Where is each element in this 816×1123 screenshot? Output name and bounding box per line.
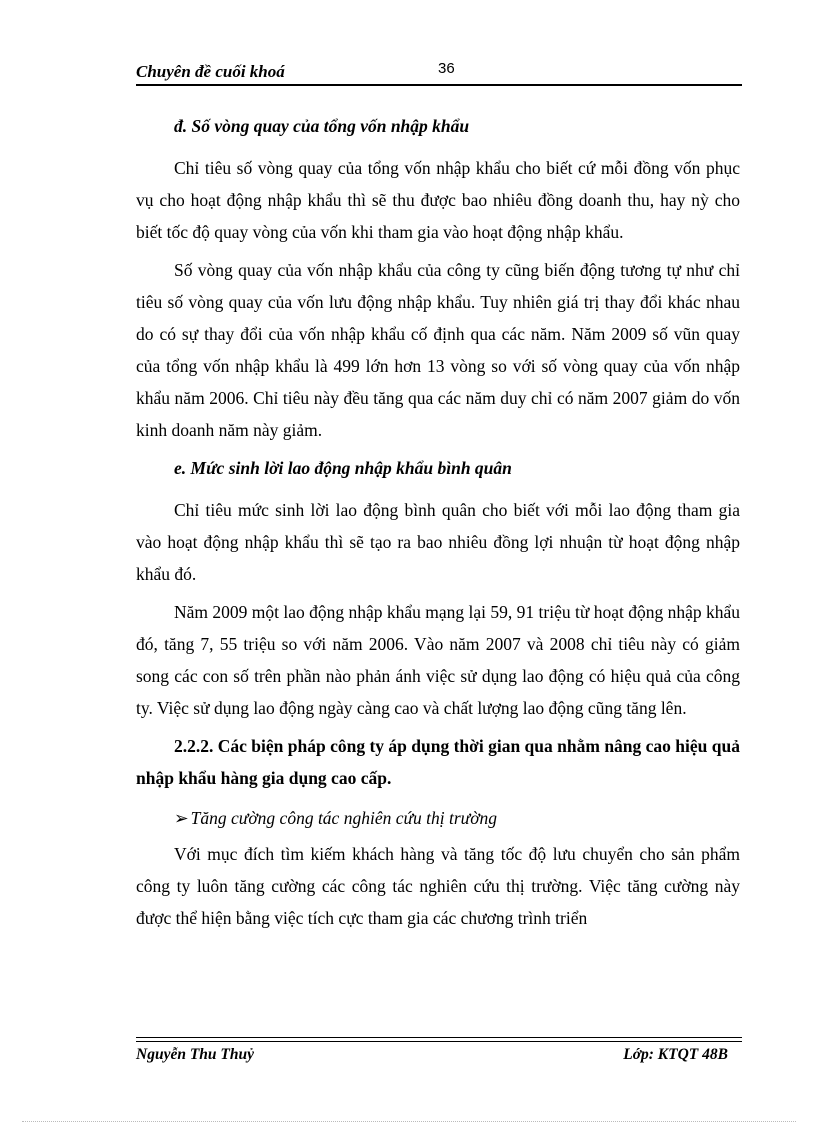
- paragraph-labor-definition: Chỉ tiêu mức sinh lời lao động bình quân cho biết với mỗi lao động tham gia vào hoạt động nhập khẩu thì sẽ tạo ra bao nhiêu đồng lợi nhuận từ hoạt động nhập khẩu đó.: [136, 500, 740, 584]
- header-title: Chuyên đề cuối khoá: [136, 62, 285, 81]
- paragraph-turnover-definition: Chỉ tiêu số vòng quay của tổng vốn nhập khẩu cho biết cứ mỗi đồng vốn phục vụ cho hoạt động nhập khẩu thì sẽ thu được bao nhiêu đồng doanh thu, hay nỳ cho biết tốc độ quay vòng của vốn khi tham gia vào hoạt động nhập khẩu.: [136, 158, 740, 242]
- bullet-market-research: [174, 802, 740, 834]
- bullet-market-research-label: Tăng cường công tác nghiên cứu thị trường: [190, 808, 498, 828]
- footer-rule-bottom: [136, 1041, 742, 1042]
- document-body: [136, 110, 740, 940]
- paragraph-market-research: Với mục đích tìm kiếm khách hàng và tăng tốc độ lưu chuyển cho sản phẩm công ty luôn tăng cường các công tác nghiên cứu thị trường. Việc tăng cường này được thể hiện bằng việc tích cực tham gia các chương trình triển: [136, 844, 740, 928]
- heading-labor-profitability: e. Mức sinh lời lao động nhập khẩu bình quân: [174, 458, 512, 478]
- page-edge-divider: [22, 1121, 796, 1122]
- heading-section-2-2-2: 2.2.2. Các biện pháp công ty áp dụng thời gian qua nhằm nâng cao hiệu quả nhập khẩu hàng gia dụng cao cấp.: [136, 736, 740, 788]
- header-rule: [136, 84, 742, 86]
- arrow-bullet-icon: ➢: [174, 808, 189, 828]
- footer-author: Nguyễn Thu Thuỷ: [136, 1046, 254, 1063]
- footer-class-label: Lớp: KTQT 48B: [623, 1046, 728, 1063]
- footer-rule-top: [136, 1037, 742, 1038]
- paragraph-turnover-analysis: Số vòng quay của vốn nhập khẩu của công ty cũng biến động tương tự như chỉ tiêu số vòng quay của vốn lưu động nhập khẩu. Tuy nhiên giá trị thay đổi khác nhau do có sự thay đổi của vốn nhập khẩu cố định qua các năm. Năm 2009 số vũn quay của tổng vốn nhập khẩu là 499 lớn hơn 13 vòng so với số vòng quay của vốn nhập khẩu năm 2006. Chỉ tiêu này đều tăng qua các năm duy chỉ có năm 2007 giảm do vốn kinh doanh năm này giảm.: [136, 260, 740, 440]
- heading-turnover-total-capital: đ. Số vòng quay của tổng vốn nhập khẩu: [174, 116, 470, 136]
- page-footer: [136, 1044, 742, 1068]
- page-number: 36: [438, 60, 455, 77]
- page-header: [136, 60, 742, 84]
- paragraph-labor-analysis: Năm 2009 một lao động nhập khẩu mạng lại 59, 91 triệu từ hoạt động nhập khẩu đó, tăng 7, 55 triệu so với năm 2006. Vào năm 2007 và 2008 chỉ tiêu này có giảm song các con số trên phần nào phản ánh việc sử dụng lao động có hiệu quả của công ty. Việc sử dụng lao động ngày càng cao và chất lượng lao động cũng tăng lên.: [136, 602, 740, 718]
